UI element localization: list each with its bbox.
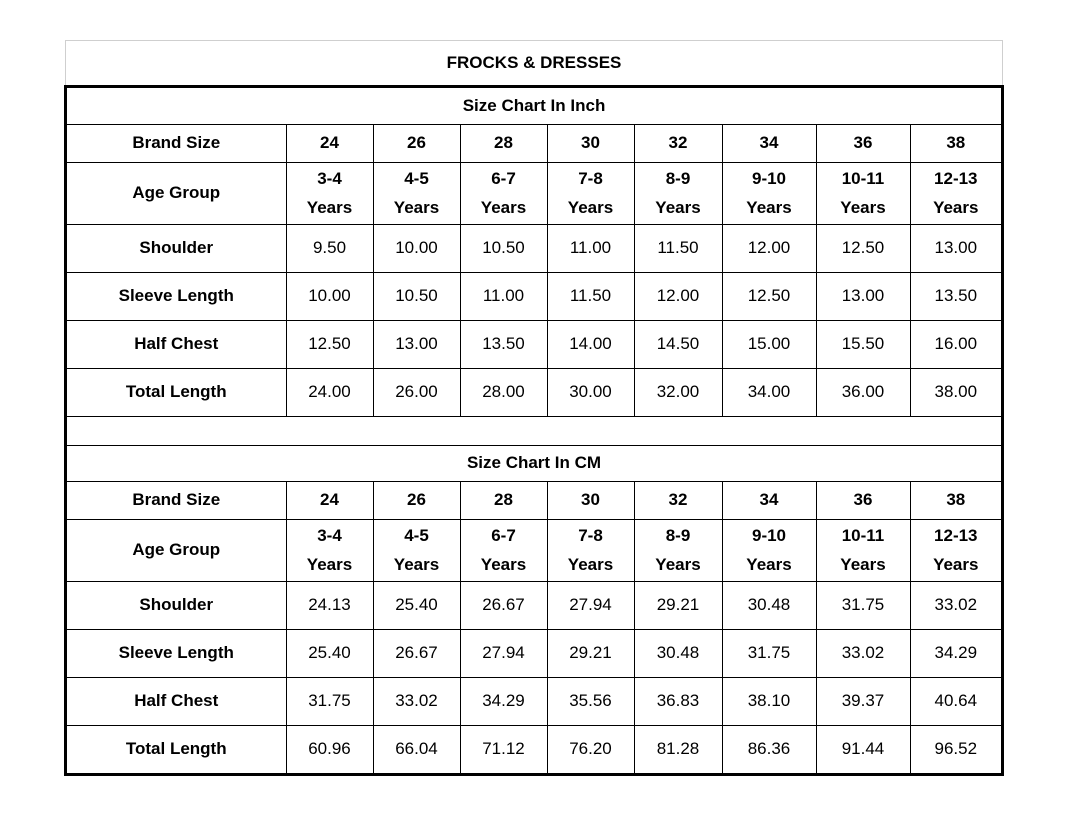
age-range: 4-5 [404,169,429,188]
age-unit: Years [393,198,440,217]
age-group-cell [634,162,722,224]
size-chart-table [67,88,1001,773]
age-unit: Years [840,198,886,217]
value-cell: 28.00 [460,368,547,416]
age-group-row [67,162,1001,224]
value-cell: 96.52 [910,725,1001,773]
age-unit: Years [746,198,792,217]
age-range: 8-9 [665,526,691,545]
measurement-row [67,725,1001,773]
value-cell: 13.00 [816,272,910,320]
age-range: 4-5 [404,526,429,545]
value-cell: 15.00 [722,320,816,368]
age-group-cell [286,519,373,581]
age-range: 12-13 [934,526,978,545]
cm-heading-row [67,445,1001,481]
row-label: Total Length [67,368,286,416]
age-unit: Years [746,555,792,574]
value-cell: 33.02 [910,581,1001,629]
age-unit: Years [655,555,701,574]
value-cell: 33.02 [373,677,460,725]
value-cell: 26.67 [460,581,547,629]
value-cell: 34.00 [722,368,816,416]
age-range: 6-7 [491,169,516,188]
value-cell: 10.50 [373,272,460,320]
age-range: 12-13 [934,169,978,188]
value-cell: 91.44 [816,725,910,773]
age-range: 7-8 [578,169,603,188]
value-cell: 26.67 [373,629,460,677]
value-cell: 31.75 [722,629,816,677]
value-cell: 34.29 [910,629,1001,677]
age-range: 3-4 [317,169,342,188]
age-group-cell [373,162,460,224]
brand-size-cell: 26 [373,481,460,519]
value-cell: 66.04 [373,725,460,773]
age-range: 6-7 [491,526,516,545]
value-cell: 30.48 [634,629,722,677]
measurement-row [67,677,1001,725]
age-unit: Years [480,198,527,217]
value-cell: 76.20 [547,725,634,773]
value-cell: 12.50 [722,272,816,320]
age-group-row [67,519,1001,581]
age-unit: Years [567,198,614,217]
age-group-cell [460,162,547,224]
age-unit: Years [306,555,353,574]
brand-size-row [67,481,1001,519]
value-cell: 9.50 [286,224,373,272]
row-label: Half Chest [67,320,286,368]
value-cell: 38.10 [722,677,816,725]
age-range: 3-4 [317,526,342,545]
value-cell: 27.94 [547,581,634,629]
value-cell: 31.75 [286,677,373,725]
row-label: Sleeve Length [67,629,286,677]
value-cell: 13.00 [910,224,1001,272]
section-spacer [67,416,1001,445]
age-group-cell [547,519,634,581]
value-cell: 10.00 [286,272,373,320]
brand-size-cell: 30 [547,481,634,519]
value-cell: 25.40 [373,581,460,629]
age-group-cell [634,519,722,581]
value-cell: 32.00 [634,368,722,416]
age-unit: Years [933,198,979,217]
brand-size-cell: 36 [816,124,910,162]
age-unit: Years [655,198,701,217]
value-cell: 16.00 [910,320,1001,368]
value-cell: 29.21 [634,581,722,629]
value-cell: 26.00 [373,368,460,416]
chart-title: FROCKS & DRESSES [65,40,1003,85]
value-cell: 81.28 [634,725,722,773]
value-cell: 38.00 [910,368,1001,416]
row-label: Age Group [67,162,286,224]
measurement-row [67,629,1001,677]
value-cell: 10.00 [373,224,460,272]
row-label: Shoulder [67,224,286,272]
age-range: 10-11 [841,526,885,545]
brand-size-cell: 26 [373,124,460,162]
section-heading: Size Chart In CM [67,445,1001,481]
row-label: Half Chest [67,677,286,725]
age-group-cell [286,162,373,224]
value-cell: 36.83 [634,677,722,725]
value-cell: 39.37 [816,677,910,725]
row-label: Brand Size [67,124,286,162]
measurement-row [67,368,1001,416]
age-group-cell [722,519,816,581]
value-cell: 30.00 [547,368,634,416]
brand-size-cell: 38 [910,124,1001,162]
brand-size-cell: 24 [286,481,373,519]
age-unit: Years [567,555,614,574]
age-unit: Years [393,555,440,574]
value-cell: 29.21 [547,629,634,677]
value-cell: 10.50 [460,224,547,272]
age-unit: Years [480,555,527,574]
value-cell: 24.13 [286,581,373,629]
section-heading: Size Chart In Inch [67,88,1001,124]
brand-size-cell: 38 [910,481,1001,519]
age-range: 10-11 [841,169,885,188]
value-cell: 71.12 [460,725,547,773]
row-label: Age Group [67,519,286,581]
age-group-cell [816,519,910,581]
value-cell: 40.64 [910,677,1001,725]
measurement-row [67,224,1001,272]
value-cell: 11.50 [547,272,634,320]
value-cell: 24.00 [286,368,373,416]
value-cell: 13.00 [373,320,460,368]
age-group-cell [816,162,910,224]
row-label: Shoulder [67,581,286,629]
value-cell: 12.50 [816,224,910,272]
size-chart [64,85,1004,776]
age-unit: Years [933,555,979,574]
age-unit: Years [840,555,886,574]
age-range: 7-8 [578,526,603,545]
value-cell: 36.00 [816,368,910,416]
spacer-cell [67,416,1001,445]
measurement-row [67,320,1001,368]
age-group-cell [547,162,634,224]
brand-size-cell: 32 [634,124,722,162]
age-group-cell [910,519,1001,581]
value-cell: 13.50 [910,272,1001,320]
measurement-row [67,272,1001,320]
value-cell: 60.96 [286,725,373,773]
value-cell: 27.94 [460,629,547,677]
brand-size-cell: 34 [722,124,816,162]
age-group-cell [722,162,816,224]
age-group-cell [460,519,547,581]
row-label: Total Length [67,725,286,773]
value-cell: 11.00 [547,224,634,272]
brand-size-cell: 32 [634,481,722,519]
brand-size-cell: 36 [816,481,910,519]
value-cell: 30.48 [722,581,816,629]
value-cell: 34.29 [460,677,547,725]
value-cell: 14.00 [547,320,634,368]
value-cell: 13.50 [460,320,547,368]
value-cell: 86.36 [722,725,816,773]
row-label: Brand Size [67,481,286,519]
value-cell: 14.50 [634,320,722,368]
value-cell: 25.40 [286,629,373,677]
age-group-cell [910,162,1001,224]
value-cell: 31.75 [816,581,910,629]
brand-size-cell: 34 [722,481,816,519]
brand-size-row [67,124,1001,162]
measurement-row [67,581,1001,629]
age-range: 8-9 [665,169,691,188]
value-cell: 12.00 [634,272,722,320]
age-range: 9-10 [751,526,787,545]
brand-size-cell: 24 [286,124,373,162]
value-cell: 15.50 [816,320,910,368]
age-group-cell [373,519,460,581]
value-cell: 11.50 [634,224,722,272]
brand-size-cell: 28 [460,124,547,162]
inch-heading-row [67,88,1001,124]
value-cell: 11.00 [460,272,547,320]
value-cell: 33.02 [816,629,910,677]
brand-size-cell: 30 [547,124,634,162]
age-unit: Years [306,198,353,217]
value-cell: 12.00 [722,224,816,272]
value-cell: 35.56 [547,677,634,725]
value-cell: 12.50 [286,320,373,368]
brand-size-cell: 28 [460,481,547,519]
row-label: Sleeve Length [67,272,286,320]
age-range: 9-10 [751,169,787,188]
